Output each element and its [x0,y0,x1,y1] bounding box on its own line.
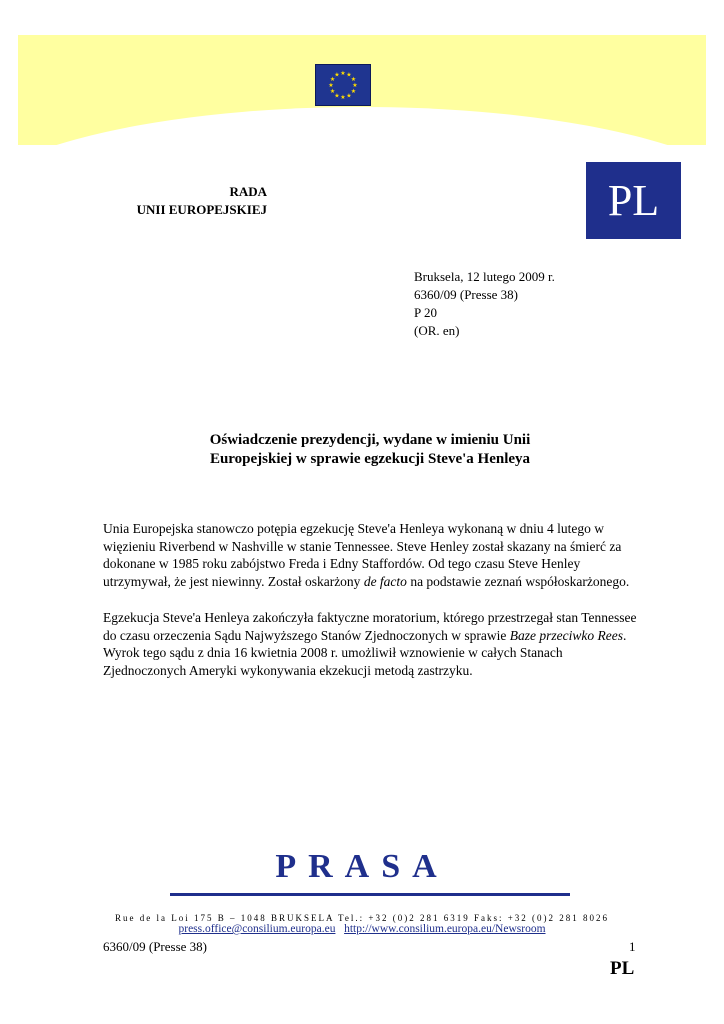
flag-star-icon: ★ [329,89,336,95]
flag-star-icon: ★ [346,93,352,100]
postal-address: Rue de la Loi 175 B – 1048 BRUKSELA Tel.: +32 (0)2 281 6319 Faks: +32 (0)2 281 8026 [114,913,610,923]
email-link[interactable]: press.office@consilium.europa.eu [178,923,336,935]
flag-star-icon: ★ [334,72,340,79]
document-code: P 20 [414,305,437,320]
paragraph-2 [103,609,643,679]
paragraph-1-text-b: na podstawie zeznań współoskarżonego. [406,573,630,589]
press-rule [170,893,570,896]
title-line-1: Oświadczenie prezydencji, wydane w imieniu Unii [209,432,531,448]
paragraph-1 [103,520,643,590]
council-line-2: UNII EUROPEJSKIEJ [136,202,267,217]
flag-star-icon: ★ [352,83,358,89]
flag-star-icon: ★ [346,72,352,79]
banner-arc [18,107,706,145]
paragraph-2-text-b: . Wyrok tego sądu z dnia 16 kwietnia 2008 r. umożliwił wznowienie w całych Stanach Zjednoczonych Ameryki wykonywania ekzekucji metodą zastrzyku. [103,627,627,678]
document-meta [414,268,555,340]
page-number: 1 [629,939,636,954]
document-body [103,520,643,698]
website-link[interactable]: http://www.consilium.europa.eu/Newsroom [344,923,546,935]
paragraph-2-italic: Baze przeciwko Rees [509,627,623,643]
paragraph-1-text-a: Unia Europejska stanowczo potępia egzekucję Steve'a Henleya wykonaną w dniu 4 lutego w więzieniu Riverbend w Nashville w stanie Tennessee. Steve Henley został skazany na śmierć za dokonane w 1985 roku zabójstwo Freda i Edny Staffordów. Od tego czasu Steve Henley utrzymywał, że jest niewinny. Został oskarżony [103,521,622,589]
place-date: Bruksela, 12 lutego 2009 r. [414,269,555,284]
council-name [100,183,267,219]
council-line-1: RADA [229,184,267,199]
flag-star-icon: ★ [329,77,336,83]
press-heading: PRASA [275,848,449,885]
flag-star-icon: ★ [350,89,357,95]
eu-flag-icon [315,64,371,106]
paragraph-1-italic: de facto [363,573,407,589]
title-line-2: Europejskiej w sprawie egzekucji Steve'a Henleya [209,451,531,467]
original-language: (OR. en) [414,323,460,338]
flag-star-icon: ★ [340,71,346,77]
document-reference: 6360/09 (Presse 38) [414,287,518,302]
flag-star-icon: ★ [340,95,346,101]
contact-links [0,923,724,935]
flag-star-icon: ★ [328,83,334,89]
footer-reference: 6360/09 (Presse 38) [103,939,207,954]
paragraph-2-text-a: Egzekucja Steve'a Henleya zakończyła faktyczne moratorium, którego przestrzegał stan Tennessee do czasu orzeczenia Sądu Najwyższego Stanów Zjednoczonych w sprawie [103,610,637,643]
footer-language: PL [610,958,635,979]
eu-stars [316,65,370,105]
language-badge: PL [586,162,681,239]
document-title [100,431,640,469]
flag-star-icon: ★ [334,93,340,100]
flag-star-icon: ★ [350,77,357,83]
